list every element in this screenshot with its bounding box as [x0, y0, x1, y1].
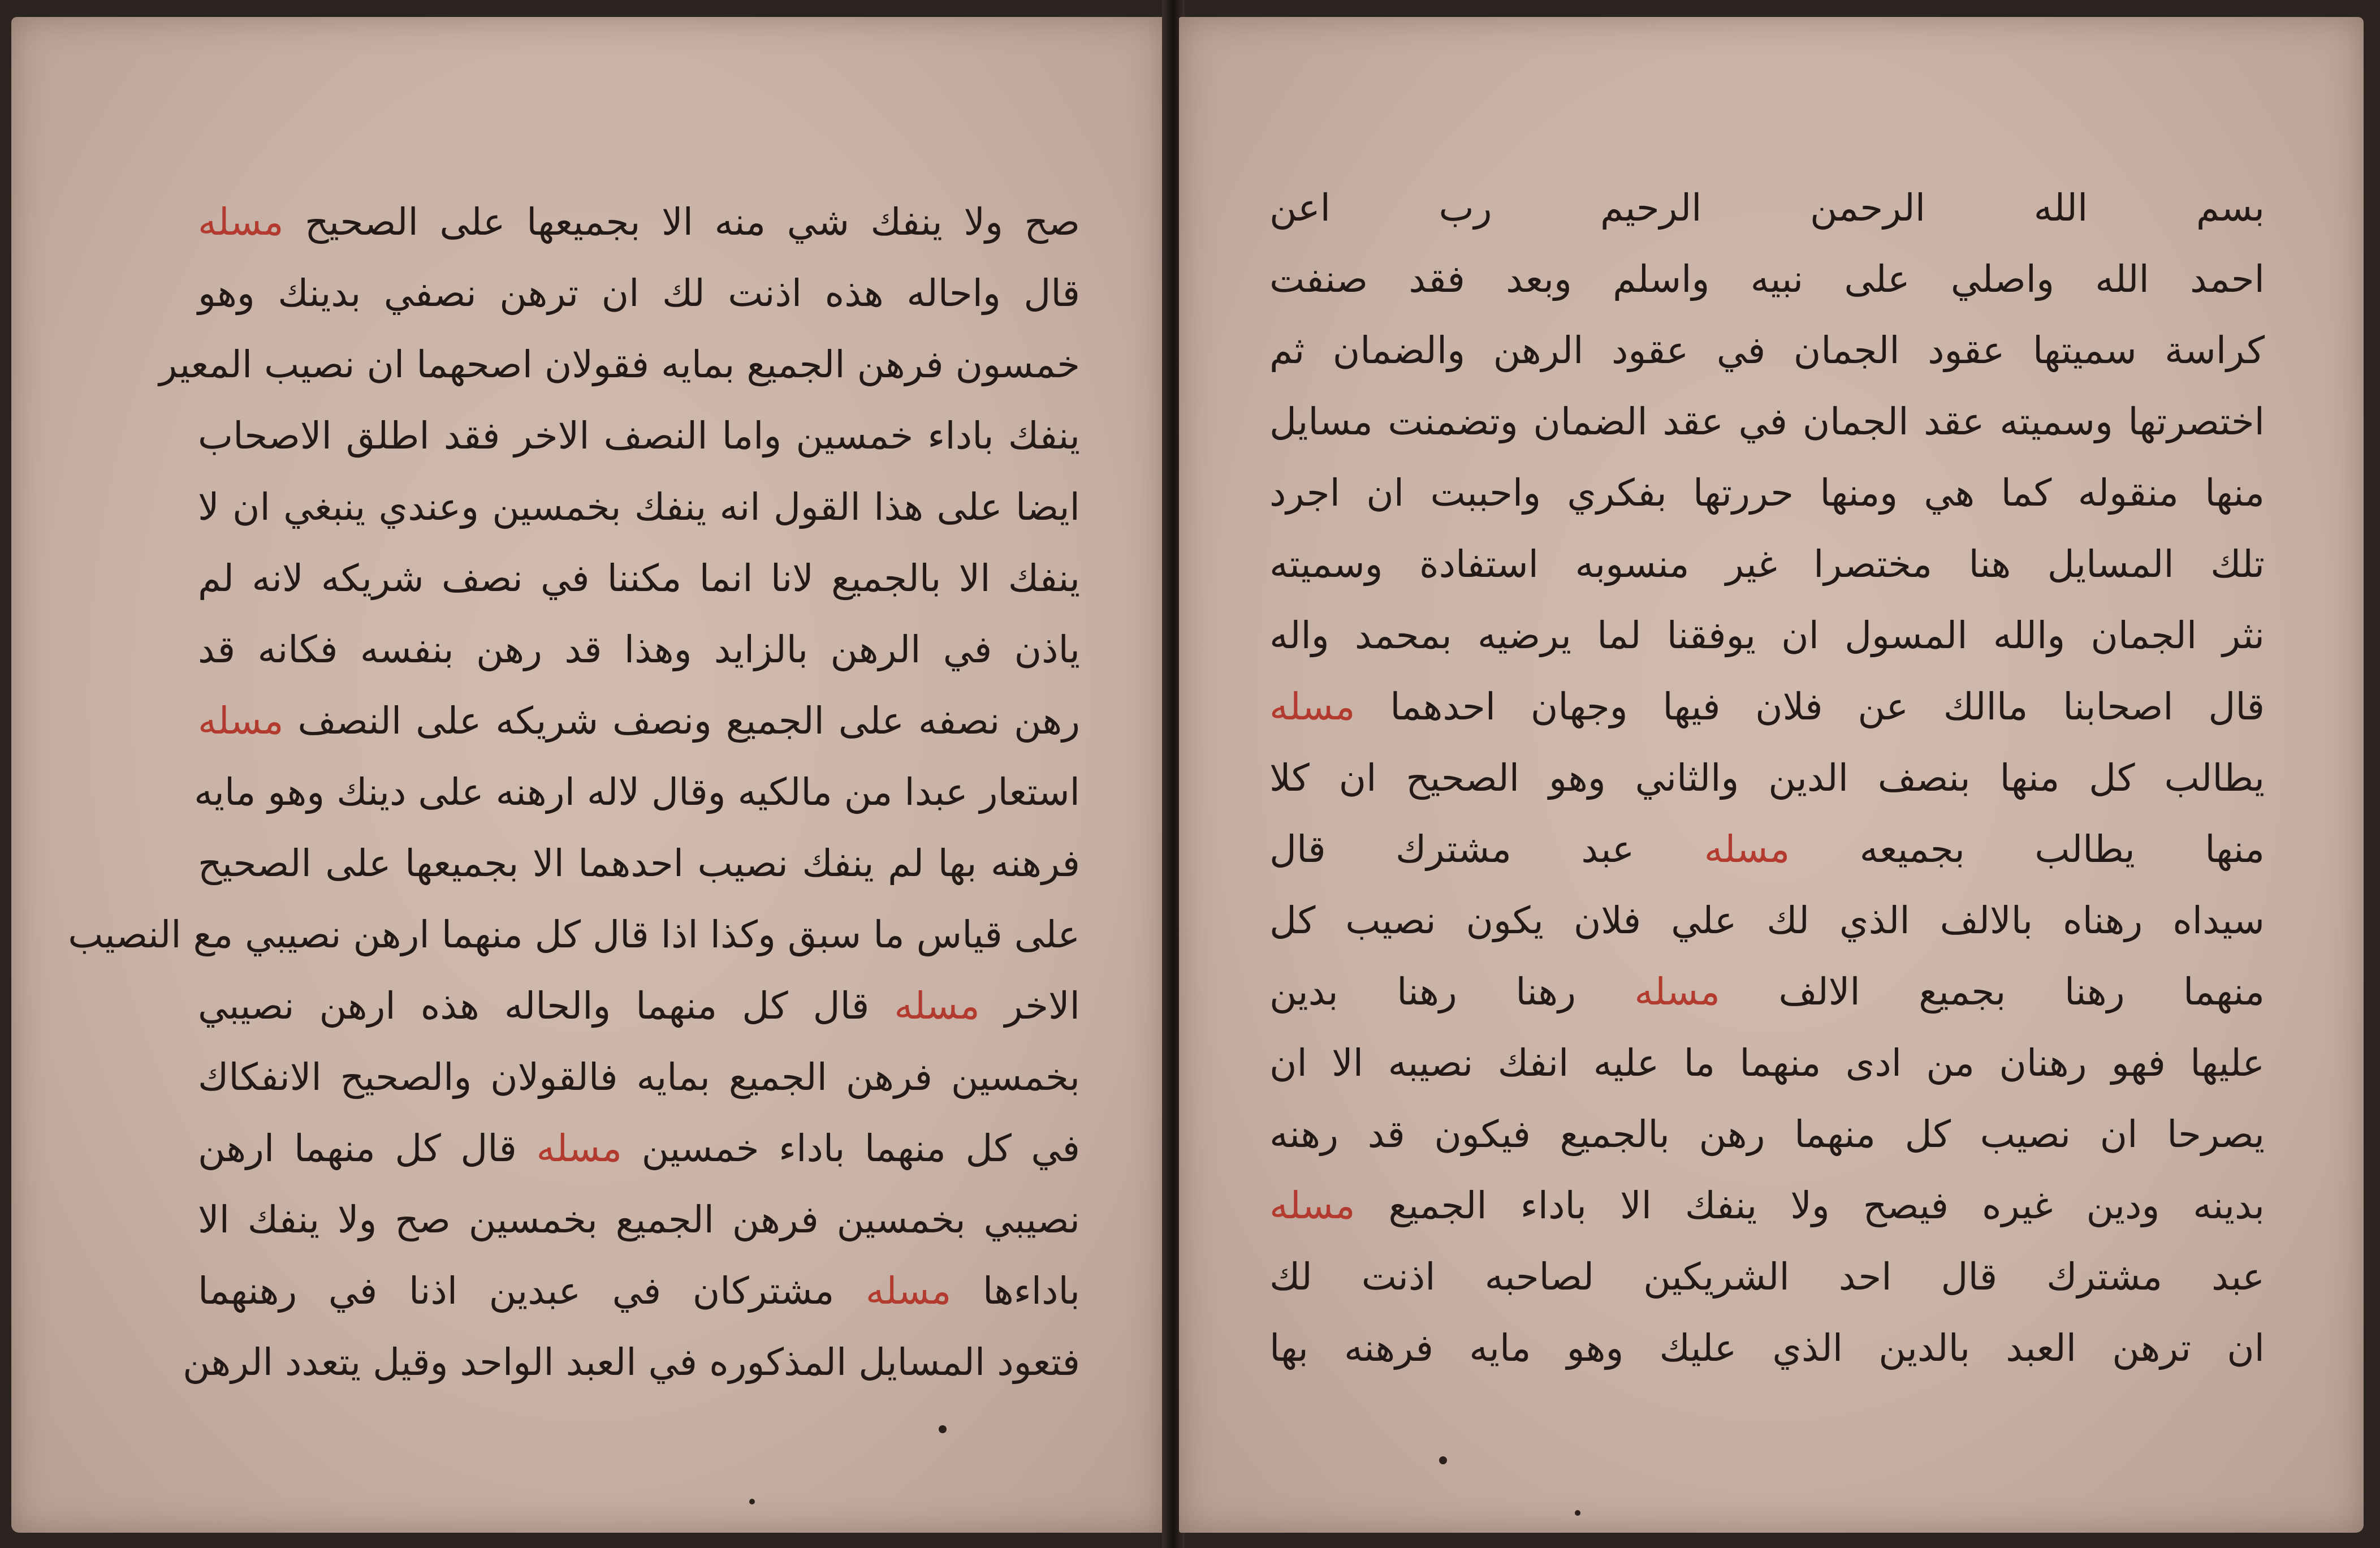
line-text: بدينه ودين غيره فيصح ولا ينفك الا باداء الجميع [1388, 1184, 2265, 1227]
line-text-continued: قال كل منهما ارهن [198, 1127, 517, 1170]
rubric-heading: مسله [894, 984, 980, 1028]
line-text: اختصرتها وسميته عقد الجمان في عقد الضمان وتضمنت مسايل [1269, 400, 2265, 443]
line-text: عبد مشترك قال احد الشريكين لصاحبه اذنت لك [1269, 1255, 2265, 1299]
manuscript-line [1269, 814, 2265, 885]
line-text: منها منقوله كما هي ومنها حررتها بفكري واحببت ان اجرد [1269, 471, 2265, 515]
ink-spot [1575, 1510, 1580, 1516]
manuscript-line [1269, 1241, 2265, 1313]
line-text: استعار عبدا من مالكيه وقال لاله ارهنه على دينك وهو مايه [194, 770, 1080, 814]
line-text: في كل منهما باداء خمسين [641, 1127, 1080, 1170]
line-text: ينفك الا بالجميع لانا انما مكننا في نصف شريكه لانه لم [198, 557, 1080, 600]
manuscript-line [1269, 956, 2265, 1028]
line-text: احمد الله واصلي على نبيه واسلم وبعد فقد صنفت [1269, 257, 2265, 301]
manuscript-line [198, 187, 1080, 258]
right-page [1179, 17, 2364, 1533]
rubric-heading: مسله [536, 1127, 622, 1170]
manuscript-line [1269, 386, 2265, 458]
line-text: قال واحاله هذه اذنت لك ان ترهن نصفي بدينك وهو [198, 271, 1080, 315]
ink-spot [939, 1425, 947, 1433]
manuscript-line [1269, 671, 2265, 743]
rubric-heading: مسله [865, 1269, 952, 1313]
line-text: ياذن في الرهن بالزايد وهذا قد رهن بنفسه فكانه قد [198, 628, 1080, 671]
line-text: صح ولا ينفك شي منه الا بجميعها على الصحيح [305, 200, 1080, 244]
manuscript-line [68, 899, 1080, 971]
manuscript-line [198, 971, 1080, 1042]
line-text: قال اصحابنا ماالك عن فلان فيها وجهان احدهما [1390, 685, 2265, 728]
ink-spot [749, 1499, 755, 1504]
line-text: يصرحا ان نصيب كل منهما رهن بالجميع فيكون قد رهنه [1269, 1113, 2265, 1156]
rubric-heading: مسله [198, 200, 284, 244]
line-text-continued: قال كل منهما والحاله هذه ارهن نصيبي [198, 984, 870, 1028]
manuscript-line [1269, 244, 2265, 315]
manuscript-line [1269, 885, 2265, 956]
line-text: منها يطالب بجميعه [1859, 827, 2265, 871]
right-page-text [1269, 173, 2265, 1384]
line-text: ايضا على هذا القول انه ينفك بخمسين وعندي ينبغي ان لا [198, 485, 1080, 529]
line-text: عليها فهو رهنان من ادى منهما ما عليه انفك نصيبه الا ان [1269, 1041, 2265, 1085]
line-text-continued: عبد مشترك قال [1269, 827, 1635, 871]
manuscript-line [198, 1184, 1080, 1256]
ink-spot [1439, 1456, 1447, 1464]
left-page-text [68, 187, 1081, 1398]
rubric-heading: مسله [1269, 1184, 1355, 1227]
line-text: تلك المسايل هنا مختصرا غير منسوبه استفادة وسميته [1269, 542, 2265, 586]
manuscript-line [1269, 1099, 2265, 1170]
rubric-heading: مسله [1704, 827, 1790, 871]
manuscript-line [1269, 1028, 2265, 1099]
manuscript-line [198, 1042, 1080, 1113]
rubric-heading: مسله [198, 699, 284, 743]
line-text: نصيبي بخمسين فرهن الجميع بخمسين صح ولا ينفك الا [198, 1198, 1080, 1241]
manuscript-line [1269, 458, 2265, 529]
manuscript-line [159, 329, 1080, 400]
line-text: ينفك باداء خمسين واما النصف الاخر فقد اطلق الاصحاب [198, 414, 1080, 458]
manuscript-line [1269, 315, 2265, 386]
manuscript-line [183, 1327, 1080, 1398]
manuscript-line [198, 400, 1080, 472]
line-text-continued: رهنا رهنا بدين [1269, 970, 1576, 1014]
manuscript-line [1269, 1170, 2265, 1241]
rubric-heading: مسله [1634, 970, 1720, 1014]
manuscript-line [198, 685, 1080, 757]
line-text: فتعود المسايل المذكوره في العبد الواحد وقيل يتعدد الرهن [183, 1340, 1080, 1384]
manuscript-line [198, 828, 1080, 899]
manuscript-line [1269, 529, 2265, 600]
line-text: خمسون فرهن الجميع بمايه فقولان اصحهما ان نصيب المعير [159, 343, 1080, 386]
manuscript-line [1269, 173, 2265, 244]
line-text: نثر الجمان والله المسول ان يوفقنا لما يرضيه بمحمد واله [1269, 614, 2265, 657]
line-text: يطالب كل منها بنصف الدين والثاني وهو الصحيح ان كلا [1269, 756, 2265, 800]
line-text: بخمسين فرهن الجميع بمايه فالقولان والصحيح الانفكاك [198, 1055, 1080, 1099]
left-page [11, 17, 1165, 1533]
line-text: كراسة سميتها عقود الجمان في عقود الرهن والضمان ثم [1269, 329, 2265, 372]
manuscript-line [198, 258, 1080, 329]
manuscript-line [1269, 743, 2265, 814]
rubric-heading: مسله [1269, 685, 1355, 728]
line-text: على قياس ما سبق وكذا اذا قال كل منهما ارهن نصيبي مع النصيب [68, 913, 1080, 956]
line-text: فرهنه بها لم ينفك نصيب احدهما الا بجميعها على الصحيح [198, 842, 1080, 885]
line-text: منهما رهنا بجميع الالف [1778, 970, 2265, 1014]
manuscript-line [198, 1256, 1080, 1327]
line-text: سيداه رهناه بالالف الذي لك علي فلان يكون نصيب كل [1269, 899, 2265, 942]
manuscript-line [1269, 600, 2265, 671]
line-text: باداءها [982, 1269, 1081, 1313]
line-text: الاخر [1004, 984, 1080, 1028]
manuscript-line [198, 614, 1080, 685]
line-text: ان ترهن العبد بالدين الذي عليك وهو مايه فرهنه بها [1269, 1326, 2265, 1370]
line-text: بسم الله الرحمن الرحيم رب اعن [1269, 186, 2265, 230]
manuscript-line [198, 1113, 1080, 1184]
manuscript-line [1269, 1313, 2265, 1384]
manuscript-line [194, 757, 1080, 828]
manuscript-line [198, 472, 1080, 543]
line-text: رهن نصفه على الجميع ونصف شريكه على النصف [297, 699, 1080, 743]
manuscript-line [198, 543, 1080, 614]
line-text-continued: مشتركان في عبدين اذنا في رهنهما [198, 1269, 835, 1313]
